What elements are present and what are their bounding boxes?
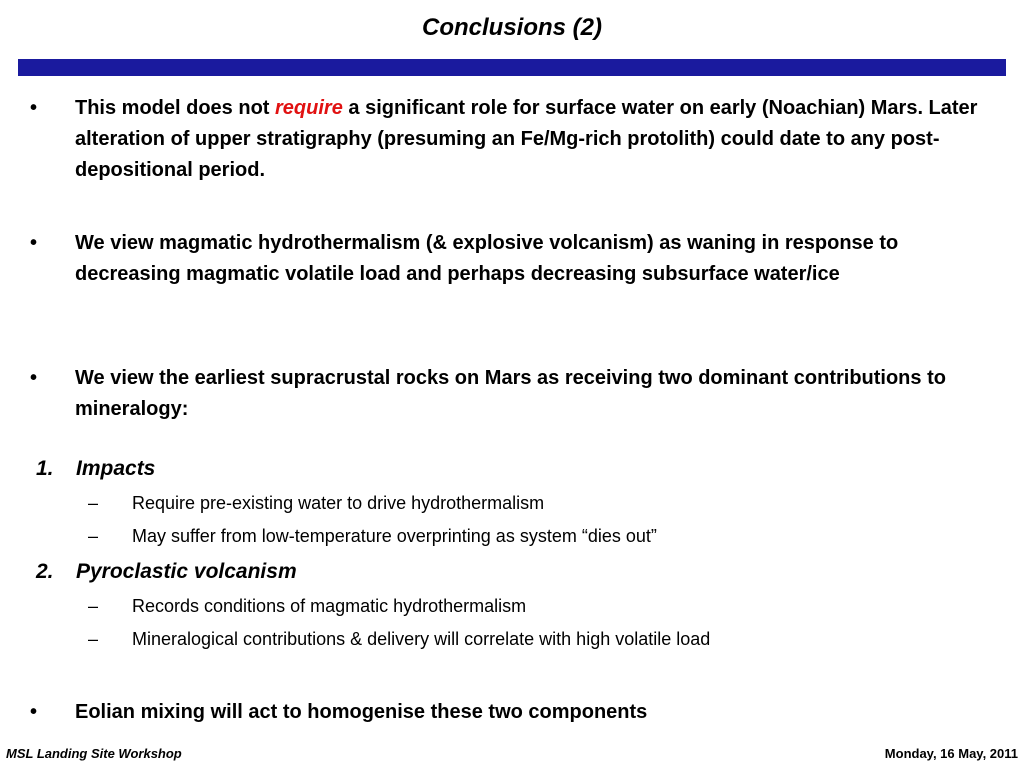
footer-event-name: MSL Landing Site Workshop <box>6 746 182 761</box>
sub-item-text: Records conditions of magmatic hydrothermalism <box>132 596 527 616</box>
dash-icon: – <box>88 629 99 649</box>
item-label: Impacts <box>76 457 156 480</box>
sub-item-text: Mineralogical contributions & delivery will correlate with high volatile load <box>132 629 711 649</box>
title-divider-bar <box>18 59 1006 76</box>
bullet-icon: • <box>30 701 38 723</box>
dash-icon: – <box>88 526 99 546</box>
sub-item-text: May suffer from low-temperature overprinting as system “dies out” <box>132 526 657 546</box>
item-number: 2. <box>36 560 54 583</box>
dash-icon: – <box>88 493 99 513</box>
item-number: 1. <box>36 457 54 480</box>
bullet-text: We view the earliest supracrustal rocks on Mars as receiving two dominant contributions to mineralogy: <box>75 367 946 420</box>
dash-icon: – <box>88 596 99 616</box>
bullet-icon: • <box>30 232 38 254</box>
sub-item-text: Require pre-existing water to drive hydrothermalism <box>132 493 545 513</box>
bullet-icon: • <box>30 367 38 389</box>
item-label: Pyroclastic volcanism <box>76 560 297 583</box>
bullet-text: This model does not require a significant role for surface water on early (Noachian) Mars. Later alteration of upper stratigraphy (presuming an Fe/Mg-rich protolith) could date to any post-depositional period. <box>75 97 978 181</box>
bullet-icon: • <box>30 97 38 119</box>
bullet-text: Eolian mixing will act to homogenise these two components <box>75 701 648 723</box>
bullet-text: We view magmatic hydrothermalism (& explosive volcanism) as waning in response to decreasing magmatic volatile load and perhaps decreasing subsurface water/ice <box>75 232 899 285</box>
footer-date: Monday, 16 May, 2011 <box>884 746 1018 761</box>
emphasis-word: require <box>275 97 343 119</box>
slide-title: Conclusions (2) <box>421 14 602 41</box>
